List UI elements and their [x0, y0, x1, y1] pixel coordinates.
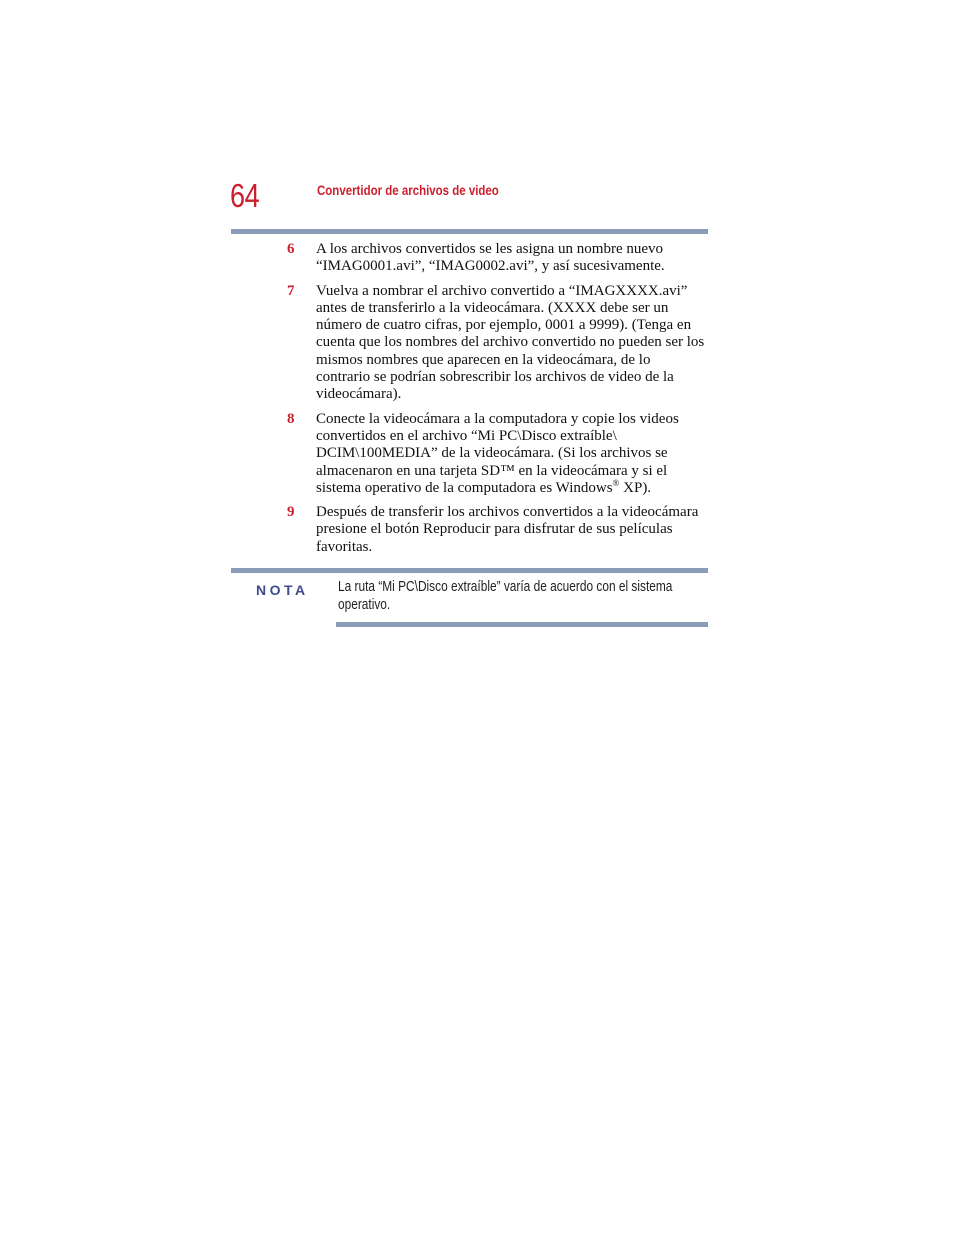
step-text: A los archivos convertidos se les asigna un nombre nuevo “IMAG0001.avi”, “IMAG0002.avi”, y así sucesivamente.	[316, 241, 665, 275]
step-number: 8	[287, 410, 295, 427]
page-number: 64	[230, 177, 260, 214]
step-text-after: XP).	[619, 479, 652, 496]
step-text: Después de transferir los archivos convertidos a la videocámara presione el botón Reproducir para disfrutar de sus películas favoritas.	[316, 504, 699, 555]
note-top-divider	[231, 568, 708, 573]
step-text	[316, 411, 708, 497]
step-text: Vuelva a nombrar el archivo convertido a “IMAGXXXX.avi” antes de transferirlo a la videocámara. (XXXX debe ser un número de cuatro cifras, por ejemplo, 0001 a 9999). (Tenga en cuenta que los nombres del archivo convertido no pueden ser los mismos nombres que aparecen en la videocámara, de lo contrario se podrían sobrescribir los archivos de video de la videocámara).	[316, 282, 705, 403]
step-list	[231, 241, 708, 563]
running-title: Convertidor de archivos de video	[317, 182, 499, 198]
step-number: 7	[287, 282, 295, 299]
top-divider	[231, 229, 708, 234]
step-number: 6	[287, 241, 295, 257]
note-label: NOTA	[256, 582, 309, 598]
step-item	[231, 283, 708, 404]
registered-mark: ®	[612, 477, 620, 488]
note-text: La ruta “Mi PC\Disco extraíble” varía de acuerdo con el sistema operativo.	[338, 579, 673, 613]
step-text-before: Conecte la videocámara a la computadora y copie los videos convertidos en el archivo “Mi PC\Disco extraíble\ DCIM\100MEDIA” de la videocámara. (Si los archivos se almacenaron en una tarjeta SD™ en la videocámara y si el sistema operativo de la computadora es Windows	[316, 410, 679, 496]
step-item	[231, 504, 708, 556]
step-number: 9	[287, 504, 295, 521]
note-bottom-divider	[336, 622, 708, 627]
step-item	[231, 411, 708, 497]
step-item	[231, 241, 708, 276]
